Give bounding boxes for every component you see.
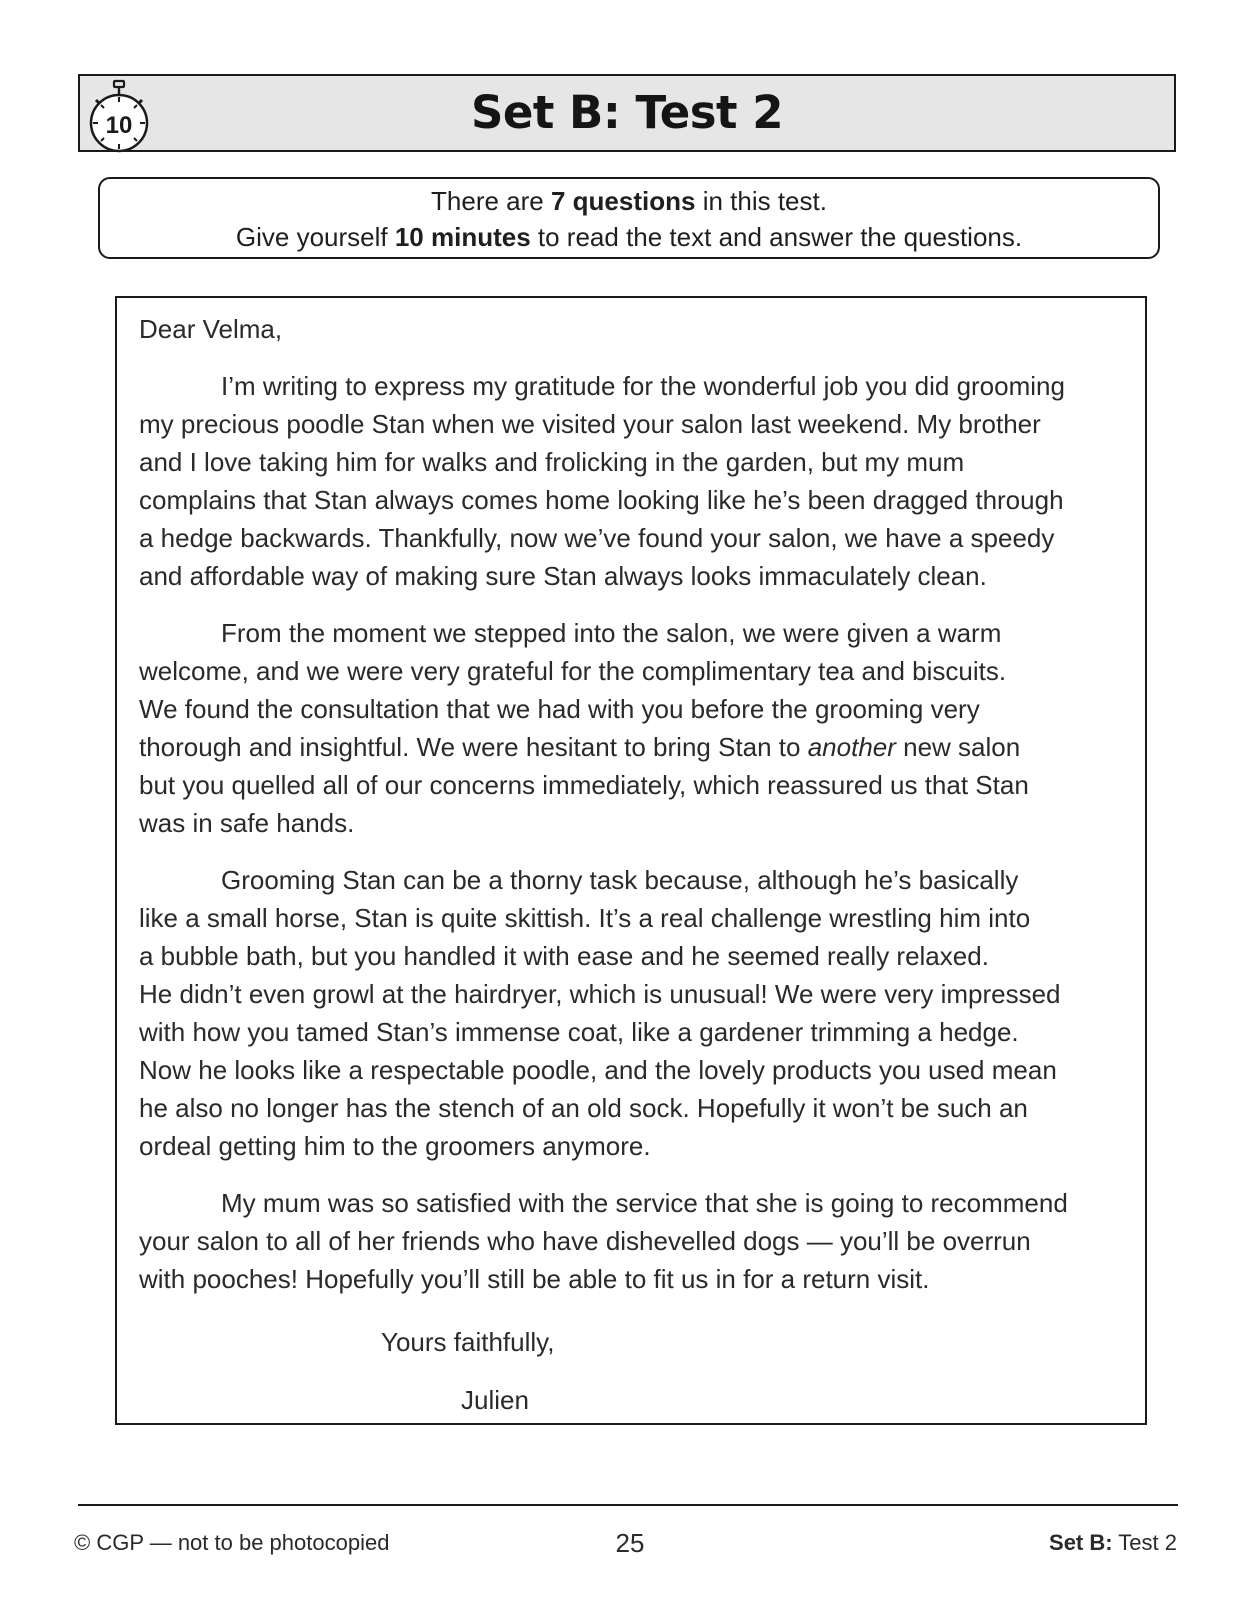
paragraph-line: Now he looks like a respectable poodle, and the lovely products you used mean [139,1055,1057,1085]
set-label-bold: Set B: [1049,1530,1113,1555]
page-title: Set B: Test 2 [470,86,784,139]
instructions-text: to read the text and answer the questions. [530,222,1023,252]
timer-minutes: 10 [105,112,133,139]
line-text: new salon [895,732,1021,762]
paragraph-line: a hedge backwards. Thankfully, now we’ve found your salon, we have a speedy [139,523,1055,553]
paragraph-line: he also no longer has the stench of an old sock. Hopefully it won’t be such an [139,1093,1028,1123]
paragraph-line: my precious poodle Stan when we visited your salon last weekend. My brother [139,409,1041,439]
paragraph-line: was in safe hands. [139,808,355,838]
footer-copyright: © CGP — not to be photocopied [74,1530,390,1555]
paragraph-line: a bubble bath, but you handled it with ease and he seemed really relaxed. [139,941,989,971]
letter-body [139,310,1139,1317]
time-allowed: 10 minutes [394,222,531,252]
instructions-text: There are [431,186,551,216]
salutation: Dear Velma, [139,314,283,344]
paragraph-line: I’m writing to express my gratitude for the wonderful job you did grooming [221,371,1065,401]
paragraph-line: but you quelled all of our concerns immediately, which reassured us that Stan [139,770,1029,800]
paragraph-line: complains that Stan always comes home looking like he’s been dragged through [139,485,1064,515]
set-label-rest: Test 2 [1112,1530,1177,1555]
letter-box [115,296,1147,1425]
page-number: 25 [615,1528,645,1558]
paragraph-line: with how you tamed Stan’s immense coat, like a gardener trimming a hedge. [139,1017,1019,1047]
instructions-text: Give yourself [235,222,395,252]
instructions-line-2 [100,219,1158,255]
line-text: thorough and insightful. We were hesitant to bring Stan to [139,732,808,762]
italic-word: another [807,732,896,762]
instructions-text: in this test. [695,186,827,216]
paragraph-1 [139,367,1139,595]
instructions-line-1 [100,183,1158,219]
paragraph-line: with pooches! Hopefully you’ll still be able to fit us in for a return visit. [139,1264,930,1294]
paragraph-line: He didn’t even growl at the hairdryer, which is unusual! We were very impressed [139,979,1061,1009]
footer-set-label [1049,1530,1177,1556]
letter-closing: Yours faithfully, [381,1327,555,1357]
footer-divider [78,1504,1178,1506]
paragraph-line: My mum was so satisfied with the service that she is going to recommend [221,1188,1068,1218]
paragraph-line: welcome, and we were very grateful for the complimentary tea and biscuits. [139,656,1007,686]
paragraph-line: ordeal getting him to the groomers anymore. [139,1131,651,1161]
letter-signature: Julien [461,1385,529,1415]
paragraph-line [139,728,1139,766]
paragraph-3 [139,861,1139,1165]
paragraph-2 [139,614,1139,842]
paragraph-line: Grooming Stan can be a thorny task because, although he’s basically [221,865,1019,895]
paragraph-line: and affordable way of making sure Stan always looks immaculately clean. [139,561,987,591]
paragraph-line: and I love taking him for walks and frolicking in the garden, but my mum [139,447,965,477]
question-count: 7 questions [550,186,696,216]
paragraph-line: We found the consultation that we had with you before the grooming very [139,694,980,724]
paragraph-4 [139,1184,1139,1298]
paragraph-line: like a small horse, Stan is quite skittish. It’s a real challenge wrestling him into [139,903,1031,933]
instructions-box [98,177,1160,259]
title-bar [78,74,1176,152]
paragraph-line: From the moment we stepped into the salon, we were given a warm [221,618,1002,648]
paragraph-line: your salon to all of her friends who have dishevelled dogs — you’ll be overrun [139,1226,1031,1256]
